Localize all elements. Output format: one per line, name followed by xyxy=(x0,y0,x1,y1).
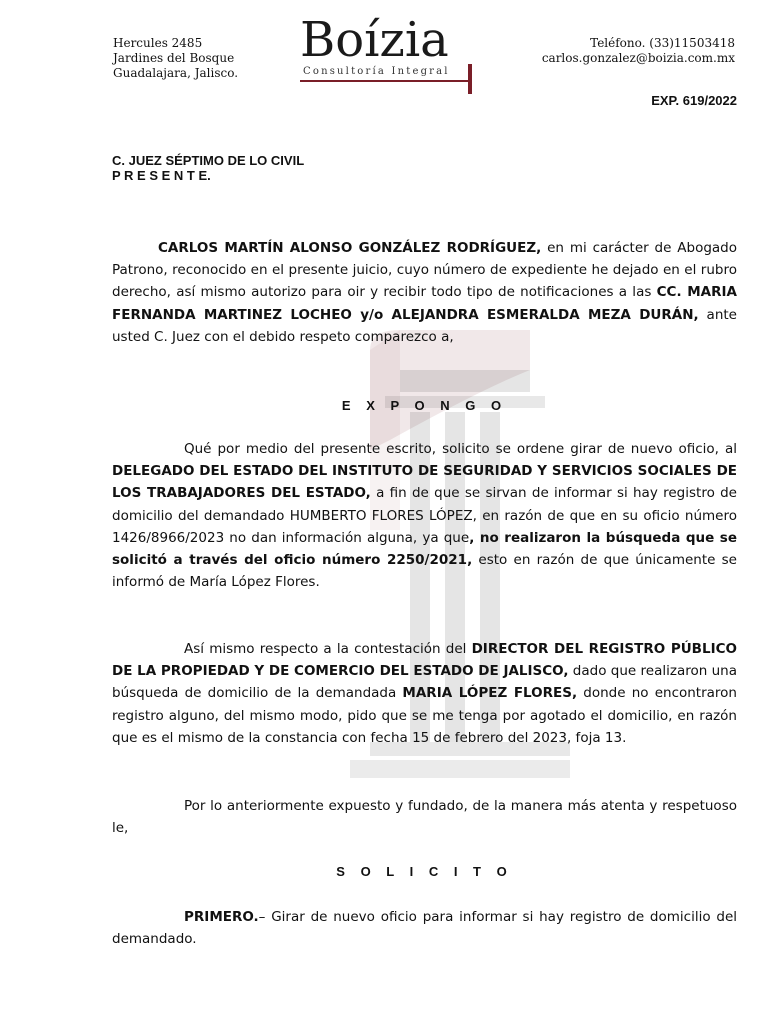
address-line: Guadalajara, Jalisco. xyxy=(113,66,239,80)
address-line: Hercules 2485 xyxy=(113,36,203,50)
logo-tagline: Consultoría Integral xyxy=(303,66,450,77)
addressee-presente: P R E S E N T E. xyxy=(112,168,211,183)
delegado-issste: DELEGADO DEL ESTADO DEL INSTITUTO DE SEGURIDAD Y SERVICIOS SOCIALES DE LOS TRABAJADORES DEL ESTADO, xyxy=(112,463,737,502)
logo-accent-bar xyxy=(468,64,472,94)
authorized-persons: CC. MARIA FERNANDA MARTINEZ LOCHEO y/o ALEJANDRA ESMERALDA MEZA DURÁN, xyxy=(112,284,737,323)
intro-paragraph: CARLOS MARTÍN ALONSO GONZÁLEZ RODRÍGUEZ, en mi carácter de Abogado Patrono, reconocido en el presente juicio, cuyo número de expediente he dejado en el rubro derecho, así mismo autorizo para oir y recibir todo tipo de notificaciones a las CC. MARIA FERNANDA MARTINEZ LOCHEO y/o ALEJANDRA ESMERALDA MEZA DURÁN, ante usted C. Juez con el debido respeto comparezco a, xyxy=(112,240,738,345)
logo-name: Boízia xyxy=(300,12,449,68)
director-registro: DIRECTOR DEL REGISTRO PÚBLICO DE LA PROPIEDAD Y DE COMERCIO DEL ESTADO DE JALISCO, xyxy=(112,641,737,680)
letterhead-address xyxy=(113,36,238,81)
addressee-judge: C. JUEZ SÉPTIMO DE LO CIVIL xyxy=(112,153,305,168)
letterhead-contact xyxy=(542,36,735,66)
address-line: Jardines del Bosque xyxy=(113,51,235,65)
heading-solicito: S O L I C I T O xyxy=(336,864,513,879)
email-address: carlos.gonzalez@boizia.com.mx xyxy=(541,51,735,65)
busqueda-emphasis: , no realizaron la búsqueda que se solicitó a través del oficio número 2250/2021, xyxy=(112,529,738,569)
addressee xyxy=(112,153,304,183)
logo-underline xyxy=(300,80,472,82)
phone-number: Teléfono. (33)11503418 xyxy=(590,36,735,50)
petition-primero: PRIMERO.– Girar de nuevo oficio para informar si hay registro de domicilio del demandado. xyxy=(112,909,737,948)
case-number: EXP. 619/2022 xyxy=(651,93,737,108)
expongo-paragraph-1: Qué por medio del presente escrito, solicito se ordene girar de nuevo oficio, al DELEGADO DEL ESTADO DEL INSTITUTO DE SEGURIDAD Y SERVICIOS SOCIALES DE LOS TRABAJADORES DEL ESTADO, a fin de que se sirvan de informar si hay registro de domicilio del demandado HUMBERTO FLORES LÓPEZ, en razón de que en su oficio número 1426/8966/2023 no dan información alguna, ya que, no realizaron la búsqueda que se solicitó a través del oficio número 2250/2021, esto en razón de que únicamente se informó de María López Flores. xyxy=(112,441,738,591)
demandada-name: MARIA LÓPEZ FLORES, xyxy=(402,685,578,702)
company-logo xyxy=(300,12,476,82)
primero-label: PRIMERO. xyxy=(184,909,259,925)
heading-expongo: E X P O N G O xyxy=(341,398,508,413)
closing-paragraph: Por lo anteriormente expuesto y fundado, de la manera más atenta y respetuoso le, xyxy=(112,798,737,837)
expongo-paragraph-2: Así mismo respecto a la contestación del DIRECTOR DEL REGISTRO PÚBLICO DE LA PROPIEDAD Y DE COMERCIO DEL ESTADO DE JALISCO, dado que realizaron una búsqueda de domicilio de la demandada MARIA LÓPEZ FLORES, donde no encontraron registro alguno, del mismo modo, pido que se me tenga por agotado el domicilio, en razón que es el mismo de la constancia con fecha 15 de febrero del 2023, foja 13. xyxy=(112,641,737,746)
lawyer-name: CARLOS MARTÍN ALONSO GONZÁLEZ RODRÍGUEZ, xyxy=(158,240,542,256)
